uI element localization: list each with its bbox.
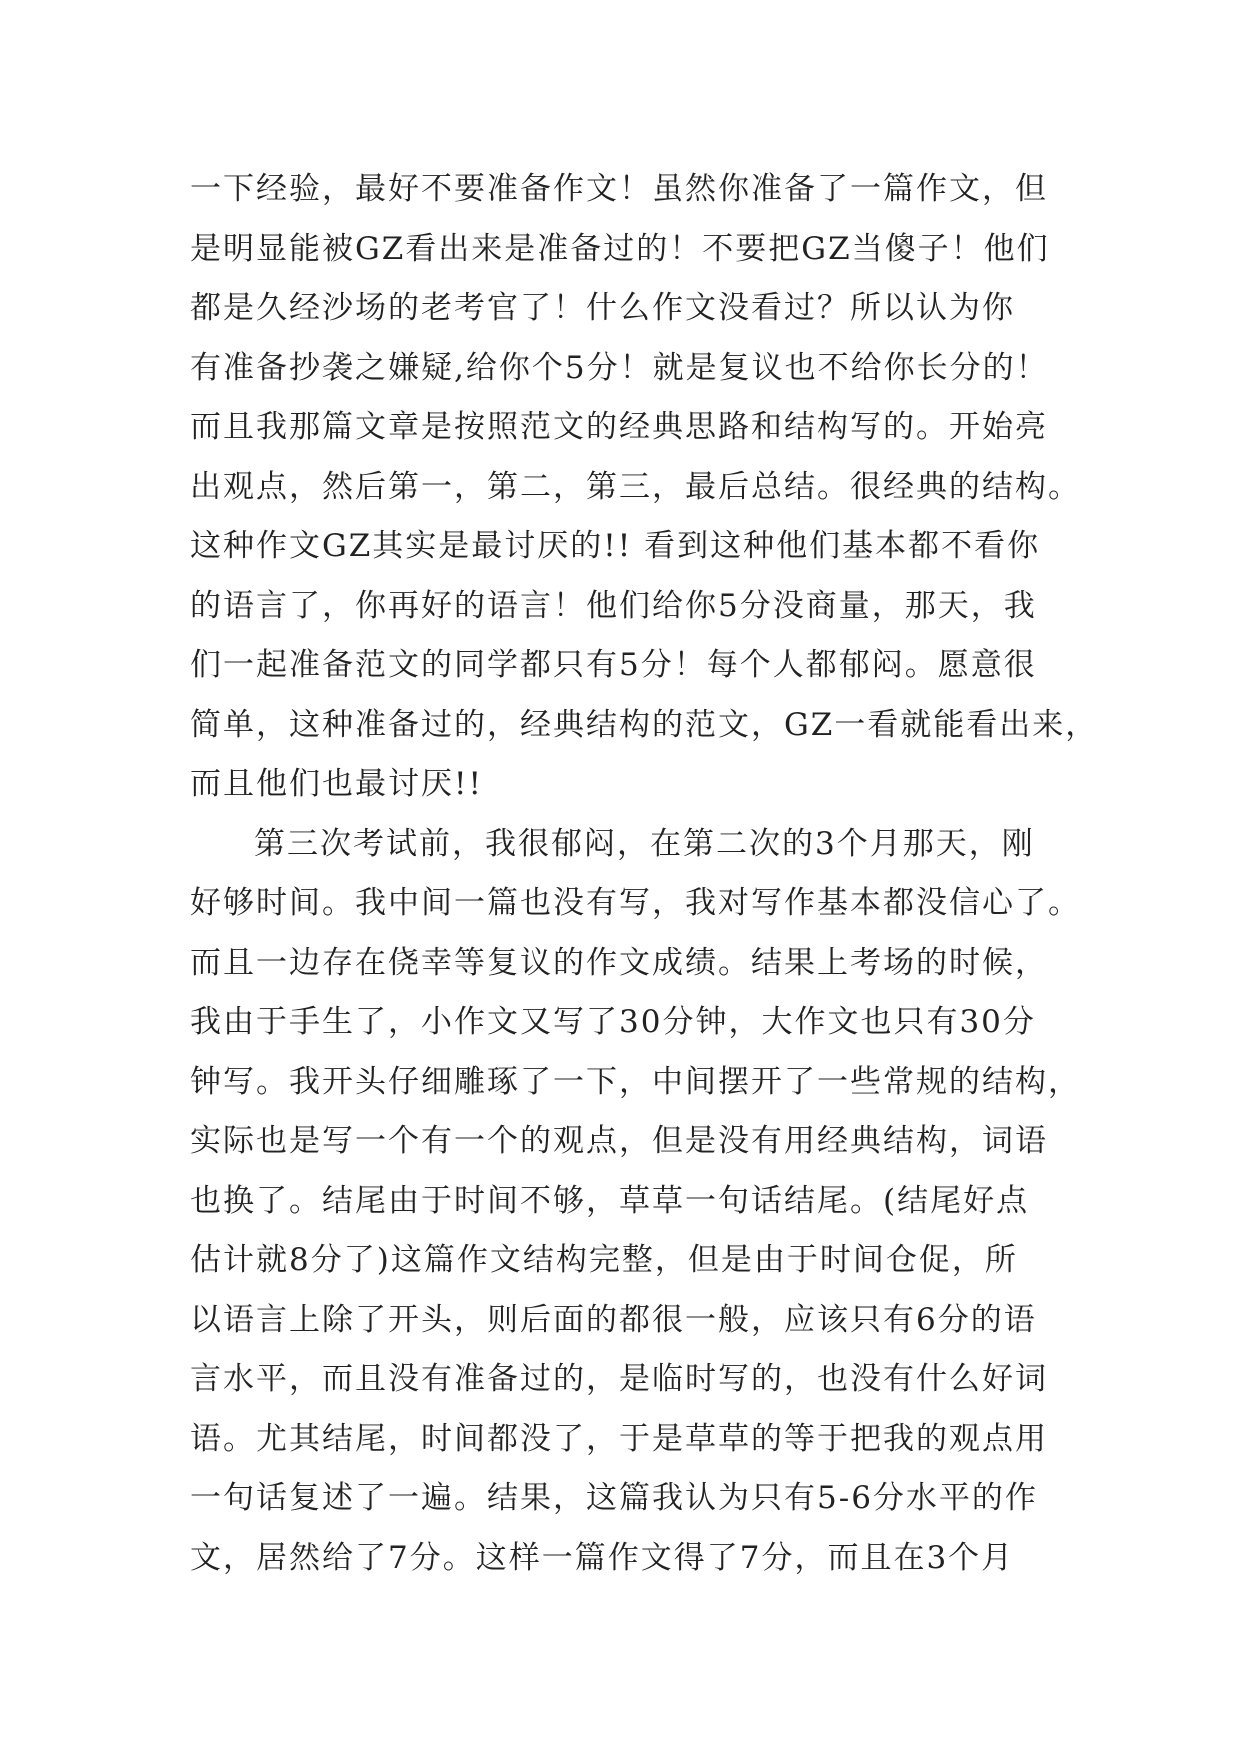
text-line: 语。尤其结尾，时间都没了，于是草草的等于把我的观点用 xyxy=(190,1420,1048,1457)
text-line: 是明显能被GZ看出来是准备过的！不要把GZ当傻子！他们 xyxy=(190,230,1050,267)
text-line: 而且我那篇文章是按照范文的经典思路和结构写的。开始亮 xyxy=(190,409,1048,445)
text-line: 而且一边存在侥幸等复议的作文成绩。结果上考场的时候， xyxy=(190,944,1048,981)
text-line: 文，居然给了7分。这样一篇作文得了7分，而且在3个月 xyxy=(190,1539,1015,1576)
text-line: 而且他们也最讨厌!! xyxy=(190,766,483,802)
text-line: 一句话复述了一遍。结果，这篇我认为只有5-6分水平的作 xyxy=(190,1480,1038,1516)
text-line: 以语言上除了开头，则后面的都很一般，应该只有6分的语 xyxy=(190,1301,1037,1338)
text-line: 们一起准备范文的同学都只有5分！每个人都郁闷。愿意很 xyxy=(190,647,1037,683)
text-line: 出观点，然后第一，第二，第三，最后总结。很经典的结构。 xyxy=(190,468,1081,505)
text-line: 也换了。结尾由于时间不够，草草一句话结尾。(结尾好点 xyxy=(190,1182,1030,1219)
text-line: 钟写。我开头仔细雕琢了一下，中间摆开了一些常规的结构， xyxy=(190,1063,1081,1100)
text-line: 有准备抄袭之嫌疑,给你个5分！就是复议也不给你长分的！ xyxy=(190,349,1049,386)
text-line: 的语言了，你再好的语言！他们给你5分没商量，那天，我 xyxy=(190,587,1037,624)
text-line: 简单，这种准备过的，经典结构的范文，GZ一看就能看出来， xyxy=(190,706,1099,743)
paragraph-start-line: 第三次考试前，我很郁闷，在第二次的3个月那天，刚 xyxy=(254,825,1035,862)
text-line: 这种作文GZ其实是最讨厌的!! 看到这种他们基本都不看你 xyxy=(190,528,1041,564)
text-line: 我由于手生了，小作文又写了30分钟，大作文也只有30分 xyxy=(190,1004,1036,1040)
text-line: 估计就8分了)这篇作文结构完整，但是由于时间仓促，所 xyxy=(190,1242,1018,1278)
text-line: 言水平，而且没有准备过的，是临时写的，也没有什么好词 xyxy=(190,1361,1048,1397)
text-line: 一下经验，最好不要准备作文！虽然你准备了一篇作文，但 xyxy=(190,171,1048,207)
text-line: 实际也是写一个有一个的观点，但是没有用经典结构，词语 xyxy=(190,1123,1048,1159)
text-line: 好够时间。我中间一篇也没有写，我对写作基本都没信心了。 xyxy=(190,885,1081,921)
text-line: 都是久经沙场的老考官了！什么作文没看过？所以认为你 xyxy=(190,290,1015,326)
document-body xyxy=(190,160,1099,1588)
